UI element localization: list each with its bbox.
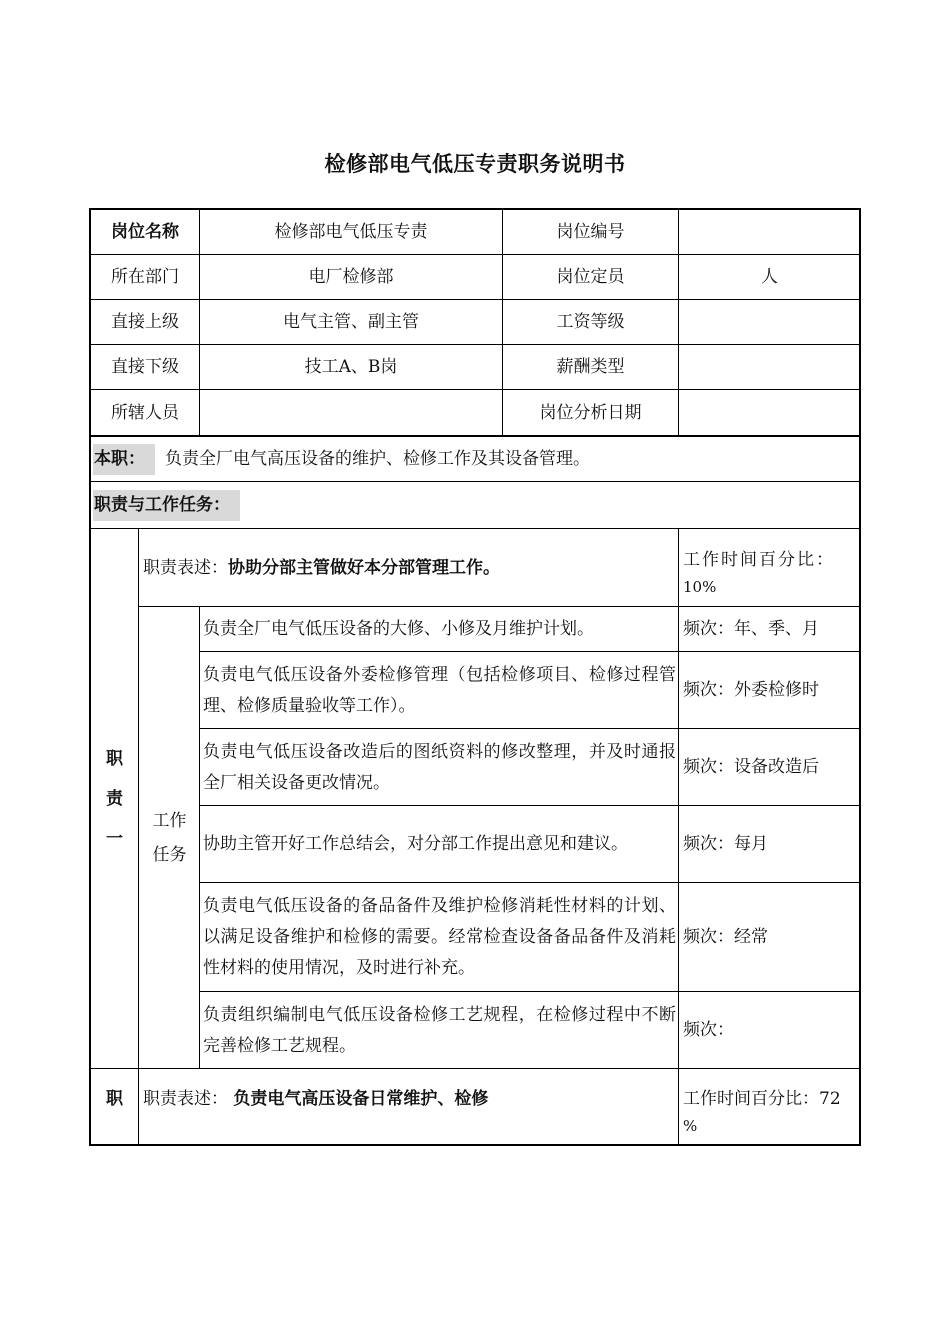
label-analysis-date: 岗位分析日期 [539, 402, 642, 423]
duty2-label: 职 [106, 1089, 123, 1109]
task-text: 负责电气低压设备外委检修管理（包括检修项目、检修过程管理、检修质量验收等工作）。 [203, 664, 676, 716]
duty1-label-char: 职 [106, 749, 123, 769]
value-salary-grade [679, 300, 860, 345]
tasks-label-line: 工作 [152, 811, 187, 831]
rule [678, 529, 679, 1145]
value-position-name: 检修部电气低压专责 [274, 222, 428, 242]
rule [678, 208, 679, 436]
rule [89, 1144, 861, 1146]
value-staff [200, 390, 502, 436]
rule [199, 208, 200, 436]
task-frequency: 频次：设备改造后 [683, 757, 819, 777]
label-direct-subordinate: 直接下级 [111, 357, 179, 377]
label-position-name: 岗位名称 [111, 222, 179, 242]
label-salary-type: 薪酬类型 [556, 357, 625, 377]
value-position-code [679, 210, 860, 255]
rule [89, 344, 861, 345]
task-text: 负责电气低压设备改造后的图纸资料的修改整理，并及时通报全厂相关设备更改情况。 [203, 741, 676, 793]
rule [200, 991, 861, 992]
core-duty-text: 负责全厂电气高压设备的维护、检修工作及其设备管理。 [165, 448, 590, 469]
duty2-time-label: 工作时间百分比：72 [683, 1089, 841, 1109]
rule [89, 435, 861, 437]
label-position-code: 岗位编号 [556, 222, 625, 242]
value-department: 电厂检修部 [308, 267, 394, 287]
rule [200, 651, 861, 652]
duty2-statement-label: 职责表述： [143, 1089, 228, 1109]
rule [89, 481, 861, 482]
label-headcount: 岗位定员 [556, 267, 625, 287]
rule [89, 389, 861, 390]
task-frequency: 频次：经常 [683, 927, 768, 947]
task-frequency: 频次： [683, 1020, 734, 1040]
rule [89, 208, 91, 1146]
duty1-time-percent [679, 529, 860, 607]
rule [200, 728, 861, 729]
duty1-statement-label: 职责表述： [143, 557, 228, 578]
duty1-time-value: 10% [683, 578, 717, 596]
duties-header: 职责与工作任务： [93, 490, 240, 521]
page-title: 检修部电气低压专责职务说明书 [324, 152, 626, 176]
label-direct-superior: 直接上级 [111, 312, 179, 332]
label-salary-grade: 工资等级 [556, 312, 625, 332]
label-staff: 所辖人员 [111, 402, 179, 423]
duty1-time-label: 工作时间百分比： [683, 550, 835, 570]
duty1-statement-text: 协助分部主管做好本分部管理工作。 [228, 557, 500, 578]
rule [502, 208, 503, 436]
value-salary-type [679, 345, 860, 390]
task-frequency: 频次：年、季、月 [683, 619, 819, 639]
rule [200, 882, 861, 883]
task-text: 负责全厂电气低压设备的大修、小修及月维护计划。 [203, 619, 594, 639]
value-direct-superior: 电气主管、副主管 [283, 312, 419, 332]
rule [89, 208, 861, 210]
value-analysis-date [679, 390, 860, 436]
rule [89, 1068, 861, 1069]
task-frequency: 频次：每月 [683, 834, 768, 854]
duty2-statement [139, 1069, 679, 1145]
task-text: 协助主管开好工作总结会，对分部工作提出意见和建议。 [203, 834, 628, 854]
duty2-time-percent [679, 1069, 860, 1145]
value-direct-subordinate: 技工A、B岗 [304, 357, 398, 377]
tasks-label-line: 任务 [152, 845, 187, 865]
rule [138, 529, 139, 1145]
duty1-label [90, 529, 139, 1069]
tasks-label [139, 607, 200, 1069]
task-text: 负责电气低压设备的备品备件及维护检修消耗性材料的计划、以满足设备维护和检修的需要。经常检查设备备品备件及消耗性材料的使用情况，及时进行补充。 [203, 896, 676, 978]
rule [200, 805, 861, 806]
duty2-time-value: % [683, 1117, 698, 1135]
task-text: 负责组织编制电气低压设备检修工艺规程，在检修过程中不断完善检修工艺规程。 [203, 1004, 676, 1056]
core-duty-label: 本职： [93, 444, 155, 475]
rule [89, 299, 861, 300]
core-duty-row [90, 436, 860, 482]
rule [859, 208, 861, 1146]
duty2-statement-text: 负责电气高压设备日常维护、检修 [233, 1089, 489, 1109]
label-department: 所在部门 [111, 267, 179, 287]
rule [89, 528, 861, 529]
rule [89, 254, 861, 255]
duty1-label-char: 一 [106, 829, 123, 849]
value-headcount: 人 [761, 267, 778, 287]
task-frequency: 频次：外委检修时 [683, 680, 819, 700]
rule [199, 607, 200, 1069]
duties-header-row [90, 482, 860, 529]
rule [139, 606, 861, 607]
duty1-statement [139, 529, 679, 607]
duty1-label-char: 责 [106, 789, 123, 809]
